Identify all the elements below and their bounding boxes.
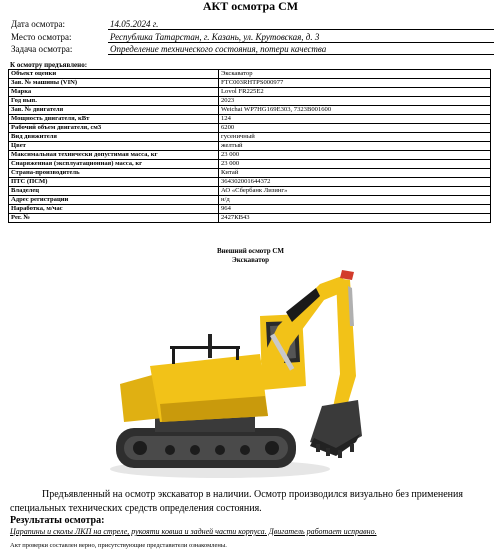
photo-caption-subtitle: Экскаватор xyxy=(232,256,269,264)
spec-value: Lovol FR225E2 xyxy=(219,88,491,97)
meta-label: Дата осмотра: xyxy=(11,19,66,29)
spec-key: Максимальная технически допустимая масса, кг xyxy=(9,151,219,160)
table-row xyxy=(9,196,491,205)
table-row xyxy=(9,205,491,214)
table-row xyxy=(9,151,491,160)
spec-value: 364302001644372 xyxy=(219,178,491,187)
spec-value: 23 000 xyxy=(219,160,491,169)
spec-table xyxy=(8,69,491,223)
brand-logo: LOVOL xyxy=(293,290,321,316)
footer-note: Акт проверки составлен верно, присутствующие представители ознакомлены. xyxy=(10,542,227,549)
table-row xyxy=(9,214,491,223)
table-row xyxy=(9,187,491,196)
spec-key: Марка xyxy=(9,88,219,97)
spec-value: 2023 xyxy=(219,97,491,106)
table-row xyxy=(9,160,491,169)
spec-key: ПТС (ПСМ) xyxy=(9,178,219,187)
table-row xyxy=(9,142,491,151)
table-row xyxy=(9,97,491,106)
spec-value: Weichai WP7HG169E303, 7323B001600 xyxy=(219,106,491,115)
spec-value: 2427КВ43 xyxy=(219,214,491,223)
spec-key: Снаряженная (эксплуатационная) масса, кг xyxy=(9,160,219,169)
meta-row-task xyxy=(8,44,494,56)
spec-value: 23 000 xyxy=(219,151,491,160)
document-title: АКТ осмотра СМ xyxy=(202,0,299,13)
spec-key: Объект оценки xyxy=(9,70,219,79)
spec-value: 964 xyxy=(219,205,491,214)
table-row xyxy=(9,133,491,142)
spec-value: 6200 xyxy=(219,124,491,133)
spec-value: желтый xyxy=(219,142,491,151)
table-row xyxy=(9,124,491,133)
table-row xyxy=(9,88,491,97)
meta-row-place xyxy=(8,32,494,44)
meta-label: Место осмотра: xyxy=(11,32,72,42)
inspection-paragraph: Предъявленный на осмотр экскаватор в наличии. Осмотр производился визуально без применения специальных технических средств определения состояния. xyxy=(10,489,463,514)
results-text: Царапины и сколы ЛКП на стреле, рукояти ковша и задней части корпуса. Двигатель работает исправно. xyxy=(10,527,377,536)
table-row xyxy=(9,178,491,187)
spec-key: Рег. № xyxy=(9,214,219,223)
spec-value: Китай xyxy=(219,169,491,178)
meta-label: Задача осмотра: xyxy=(11,44,73,54)
photo-caption-title: Внешний осмотр СМ xyxy=(216,247,285,255)
table-row xyxy=(9,70,491,79)
meta-row-date xyxy=(8,19,494,31)
spec-value: гусеничный xyxy=(219,133,491,142)
spec-key: Зав. № двигателя xyxy=(9,106,219,115)
meta-value: 14.05.2024 г. xyxy=(108,19,494,30)
excavator-photo xyxy=(110,266,370,481)
table-row xyxy=(9,169,491,178)
spec-key: Год вып. xyxy=(9,97,219,106)
results-heading: Результаты осмотра: xyxy=(10,515,105,526)
spec-key: Наработка, м/час xyxy=(9,205,219,214)
spec-key: Страна-производитель xyxy=(9,169,219,178)
spec-key: Владелец xyxy=(9,187,219,196)
spec-value: Экскаватор xyxy=(219,70,491,79)
spec-key: Цвет xyxy=(9,142,219,151)
spec-key: Вид движителя xyxy=(9,133,219,142)
spec-value: н/д xyxy=(219,196,491,205)
meta-value: Определение технического состояния, потери качества xyxy=(108,44,494,55)
spec-value: 124 xyxy=(219,115,491,124)
spec-value: FTC003RHTPS000977 xyxy=(219,79,491,88)
table-row xyxy=(9,79,491,88)
table-row xyxy=(9,106,491,115)
spec-key: Рабочий объем двигателя, см3 xyxy=(9,124,219,133)
table-row xyxy=(9,115,491,124)
spec-key: Адрес регистрации xyxy=(9,196,219,205)
spec-key: Зав. № машины (VIN) xyxy=(9,79,219,88)
meta-value: Республика Татарстан, г. Казань, ул. Крутовская, д. 3 xyxy=(108,32,494,43)
spec-value: АО «Сбербанк Лизинг» xyxy=(219,187,491,196)
section-heading: К осмотру предъявлено: xyxy=(10,61,88,69)
spec-key: Мощность двигателя, кВт xyxy=(9,115,219,124)
